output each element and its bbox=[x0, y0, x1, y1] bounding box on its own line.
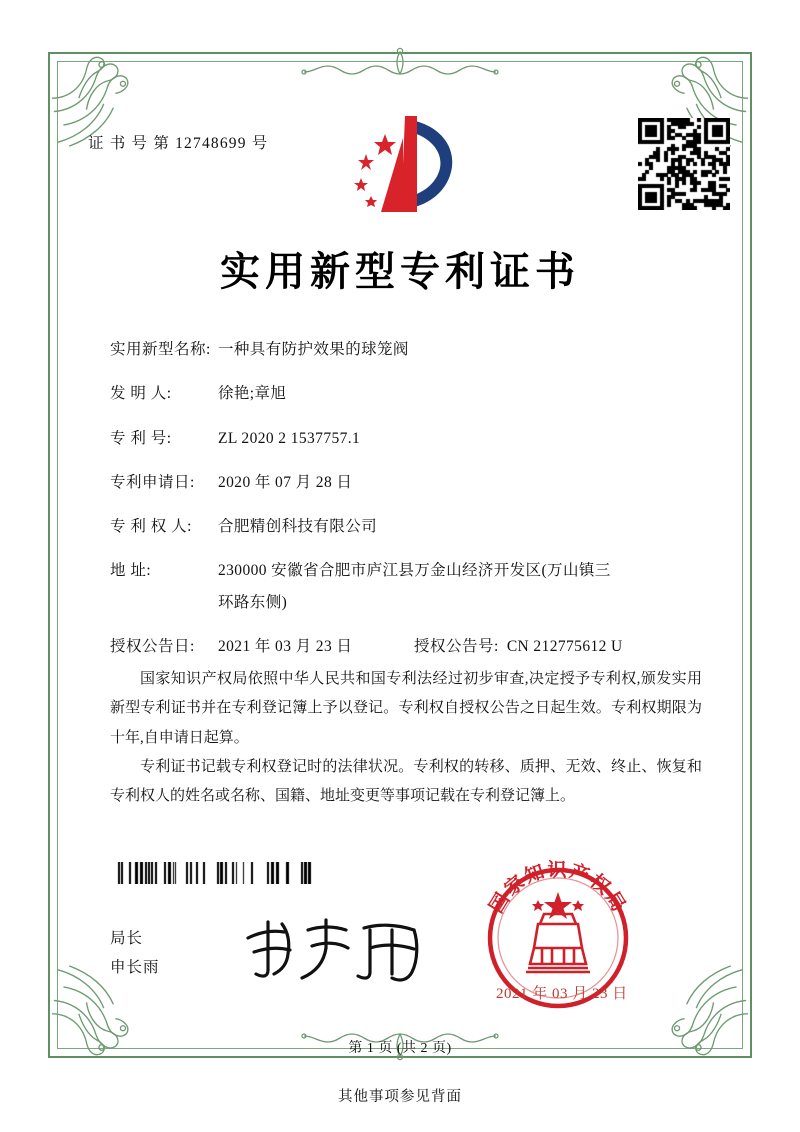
field-list bbox=[110, 338, 710, 679]
director-name: 申长雨 bbox=[110, 958, 160, 976]
field-label: 专 利 权 人: bbox=[110, 518, 192, 535]
field-label: 专 利 号: bbox=[110, 429, 172, 447]
field-grant-publication bbox=[110, 635, 710, 658]
grant-publication-number-label: 授权公告号: bbox=[414, 637, 499, 655]
certificate-number: 证 书 号 第 12748699 号 bbox=[88, 135, 269, 152]
field-value: ZL 2020 2 1537757.1 bbox=[218, 429, 361, 447]
page-number: 第 1 页 (共 2 页) bbox=[348, 1041, 452, 1056]
svg-text:国家知识产权局: 国家知识产权局 bbox=[485, 858, 631, 918]
body-text bbox=[110, 665, 702, 811]
cnipa-logo-icon bbox=[345, 112, 463, 218]
field-value bbox=[218, 559, 710, 614]
signature-block bbox=[110, 925, 160, 982]
barcode-icon bbox=[110, 862, 316, 884]
handwritten-signature-icon bbox=[238, 908, 428, 988]
field-application-date bbox=[110, 471, 710, 494]
field-label: 发 明 人: bbox=[110, 385, 172, 403]
page-title: 实用新型专利证书 bbox=[220, 249, 580, 295]
field-label: 地 址: bbox=[110, 562, 152, 580]
field-inventor bbox=[110, 382, 710, 405]
field-value-line2: 环路东侧) bbox=[218, 593, 288, 611]
director-title-label: 局长 bbox=[110, 930, 144, 947]
field-label: 实用新型名称: bbox=[110, 341, 211, 358]
field-value: 合肥精创科技有限公司 bbox=[218, 518, 378, 535]
field-value: 徐艳;章旭 bbox=[218, 385, 287, 403]
field-label: 专利申请日: bbox=[110, 473, 195, 491]
qr-code-icon bbox=[638, 118, 730, 210]
field-label: 授权公告日: bbox=[110, 637, 195, 655]
field-utility-model-name bbox=[110, 338, 710, 361]
grant-publication-date: 2021 年 03 月 23 日 bbox=[218, 637, 353, 655]
paragraph-2: 专利证书记载专利权登记时的法律状况。专利权的转移、质押、无效、终止、恢复和专利权人的姓名或名称、国籍、地址变更等事项记载在专利登记簿上。 bbox=[110, 758, 702, 804]
field-value: 一种具有防护效果的球笼阀 bbox=[218, 341, 409, 358]
field-patent-number bbox=[110, 427, 710, 450]
field-value: 2020 年 07 月 28 日 bbox=[218, 473, 353, 491]
footer-note: 其他事项参见背面 bbox=[338, 1089, 462, 1105]
field-value-line1: 230000 安徽省合肥市庐江县万金山经济开发区(万山镇三 bbox=[218, 562, 611, 580]
field-address bbox=[110, 559, 710, 614]
seal-date: 2021 年 03 月 23 日 bbox=[496, 986, 628, 1002]
paragraph-1: 国家知识产权局依照中华人民共和国专利法经过初步审查,决定授予专利权,颁发实用新型专利证书并在专利登记簿上予以登记。专利权自授权公告之日起生效。专利权期限为十年,自申请日起算。 bbox=[110, 671, 702, 746]
field-patentee bbox=[110, 515, 710, 538]
grant-publication-number: CN 212775612 U bbox=[506, 637, 623, 655]
